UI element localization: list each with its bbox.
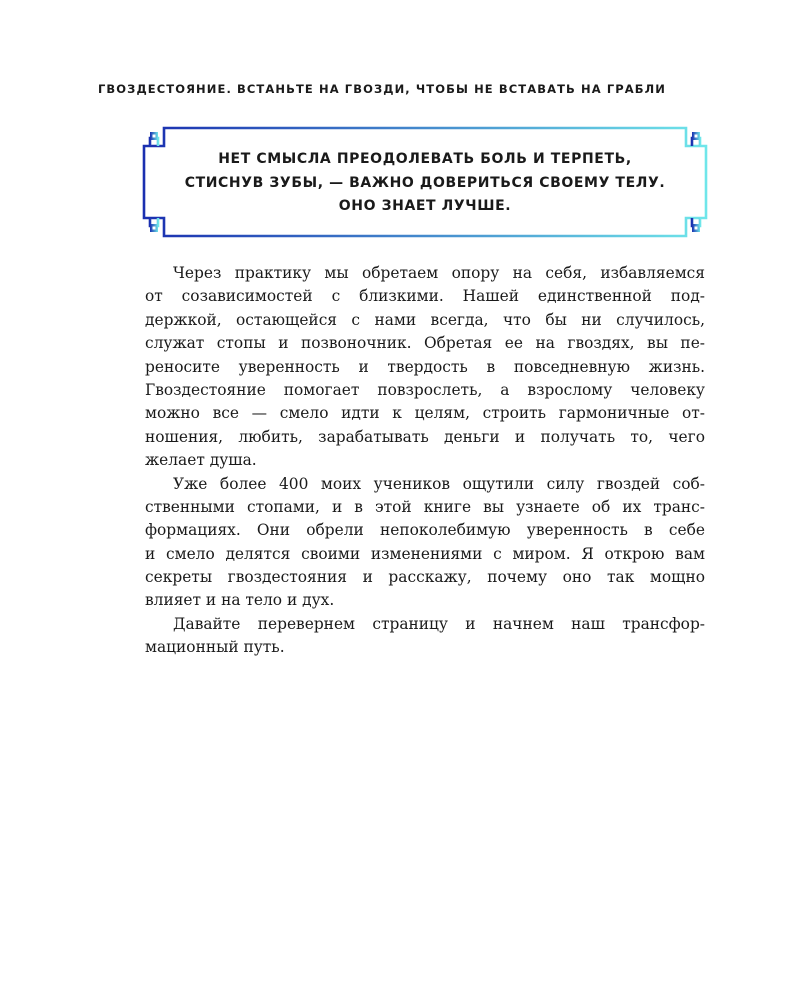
callout-line: СТИСНУВ ЗУБЫ, — ВАЖНО ДОВЕРИТЬСЯ СВОЕМУ ТЕЛУ. [184, 174, 666, 191]
text-line: реносите уверенность и твердость в повседневную жизнь. [145, 357, 705, 376]
text-line: служат стопы и позвоночник. Обретая ее на гвоздях, вы пе- [145, 334, 705, 353]
text-line: держкой, остающейся с нами всегда, что бы ни случилось, [145, 310, 705, 329]
text-line: можно все — смело идти к целям, строить гармоничные от- [145, 404, 705, 423]
text-line: ственными стопами, и в этой книге вы узнаете об их транс- [145, 497, 705, 516]
text-line: Уже более 400 моих учеников ощутили силу гвоздей соб- [173, 474, 705, 493]
paragraph [145, 473, 705, 613]
quote-callout [142, 126, 708, 238]
text-line: ношения, любить, зарабатывать деньги и получать то, чего [145, 427, 705, 446]
body-text [145, 262, 705, 660]
text-line: Давайте перевернем страницу и начнем наш трансфор- [173, 614, 705, 633]
text-line: желает душа. [145, 451, 257, 470]
text-line: формациях. Они обрели непоколебимую уверенность в себе [145, 521, 705, 540]
text-line: и смело делятся своими изменениями с миром. Я открою вам [145, 544, 705, 563]
text-line: влияет и на тело и дух. [145, 591, 335, 610]
text-line: от созависимостей с близкими. Нашей единственной под- [145, 287, 705, 306]
text-line: мационный путь. [145, 638, 285, 657]
running-head: ГВОЗДЕСТОЯНИЕ. ВСТАНЬТЕ НА ГВОЗДИ, ЧТОБЫ НЕ ВСТАВАТЬ НА ГРАБЛИ [98, 82, 667, 96]
text-line: секреты гвоздестояния и расскажу, почему оно так мощно [145, 568, 705, 587]
text-line: Гвоздестояние помогает повзрослеть, а взрослому человеку [145, 380, 705, 399]
callout-line: ОНО ЗНАЕТ ЛУЧШЕ. [338, 198, 512, 214]
text-line: Через практику мы обретаем опору на себя, избавляемся [173, 264, 705, 282]
paragraph [145, 613, 705, 660]
paragraph [145, 262, 705, 473]
callout-quote [142, 148, 708, 219]
callout-line: НЕТ СМЫСЛА ПРЕОДОЛЕВАТЬ БОЛЬ И ТЕРПЕТЬ, [218, 151, 632, 167]
